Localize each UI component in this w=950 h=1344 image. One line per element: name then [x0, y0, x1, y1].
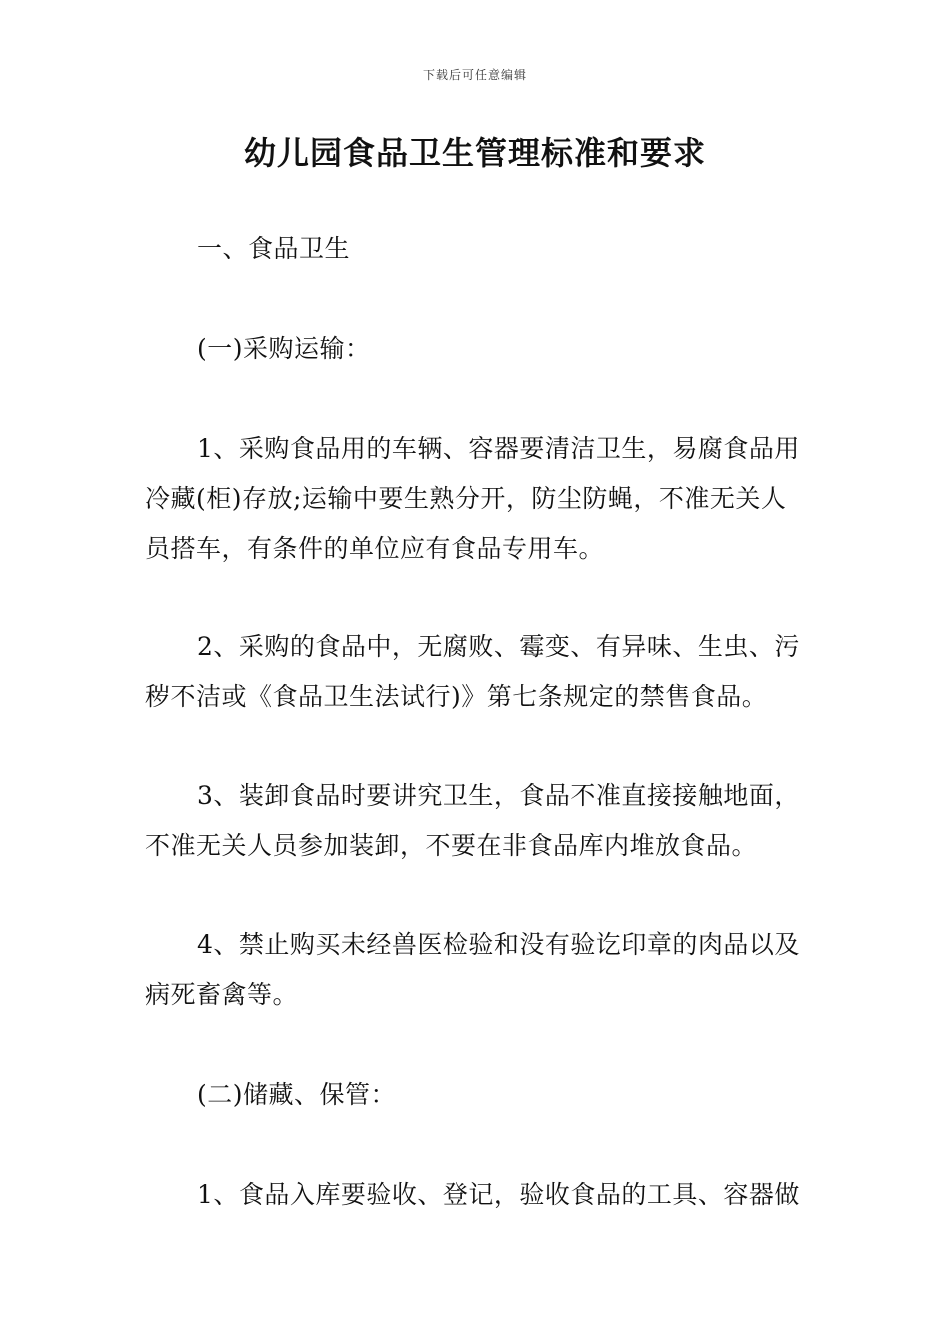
- subsection-heading: (二)储藏、保管：: [197, 1080, 397, 1109]
- paragraph: 1、食品入库要验收、登记，验收食品的工具、容器做: [197, 1180, 800, 1209]
- header-note: 下载后可任意编辑: [422, 68, 527, 82]
- paragraph: 2、采购的食品中，无腐败、霉变、有异味、生虫、污秽不洁或《食品卫生法试行)》第七条规定的禁售食品。: [145, 632, 800, 711]
- subsection-heading: (一)采购运输：: [197, 334, 371, 363]
- paragraph: 3、装卸食品时要讲究卫生，食品不准直接接触地面，不准无关人员参加装卸，不要在非食品库内堆放食品。: [145, 781, 800, 860]
- section-heading: 一、食品卫生: [197, 234, 351, 263]
- paragraph: 4、禁止购买未经兽医检验和没有验讫印章的肉品以及病死畜禽等。: [145, 930, 800, 1009]
- document-title: 幼儿园食品卫生管理标准和要求: [243, 134, 706, 172]
- paragraph: 1、采购食品用的车辆、容器要清洁卫生，易腐食品用冷藏(柜)存放;运输中要生熟分开，防尘防蝇，不准无关人员搭车，有条件的单位应有食品专用车。: [145, 434, 800, 563]
